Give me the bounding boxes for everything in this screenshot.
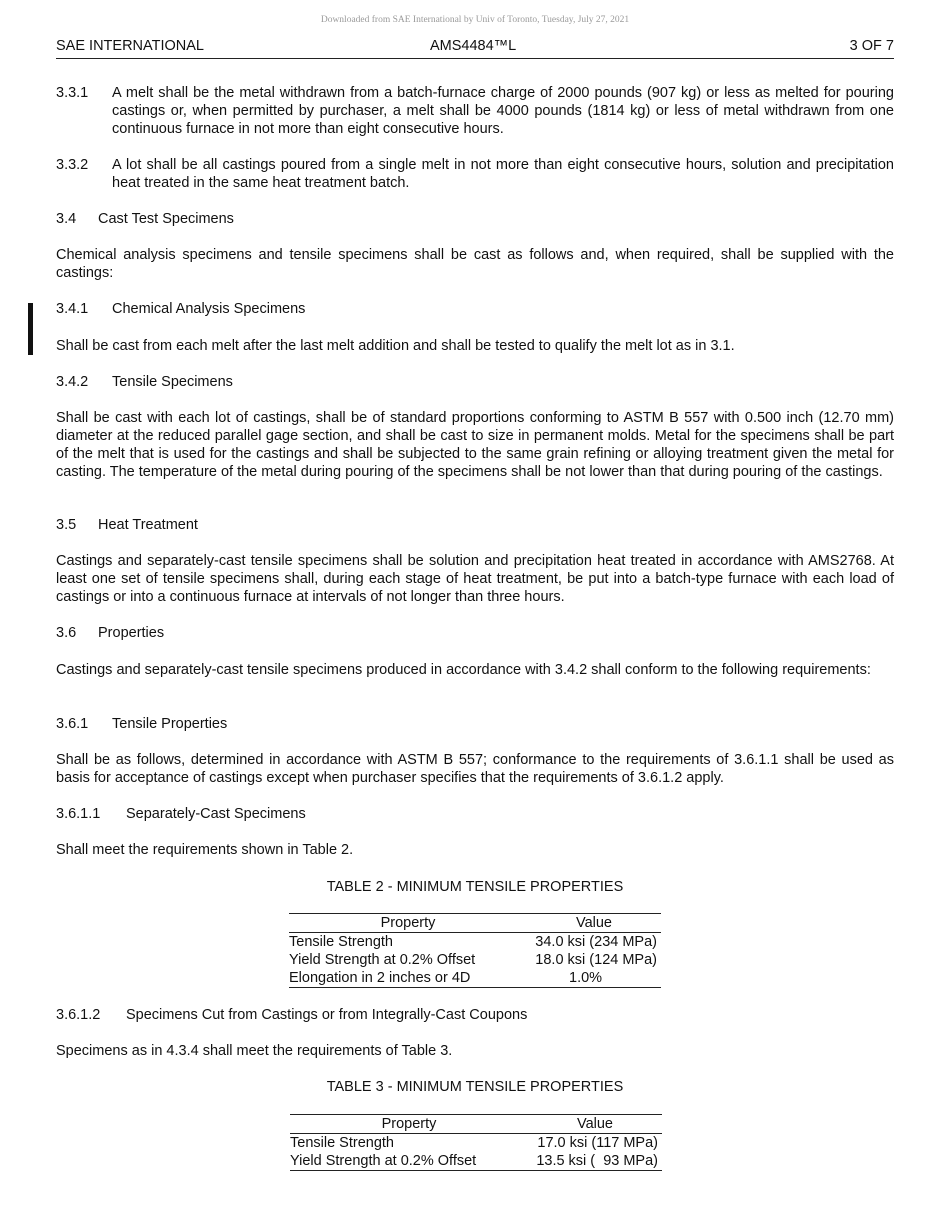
paragraph-3-4-text: Chemical analysis specimens and tensile specimens shall be cast as follows and, when required, shall be supplied with the castings: (56, 247, 894, 281)
heading-number: 3.4.1 (56, 301, 89, 317)
heading-title: Cast Test Specimens (98, 211, 234, 227)
heading-title: Separately-Cast Specimens (126, 806, 306, 822)
paragraph-number: 3.3.1 (56, 85, 89, 101)
heading-number: 3.4.2 (56, 374, 89, 390)
table-row (290, 1152, 662, 1171)
column-header-property: Property (290, 1115, 528, 1134)
header-org: SAE INTERNATIONAL (56, 38, 204, 54)
table-2 (289, 913, 661, 988)
property-cell: Yield Strength at 0.2% Offset (290, 1153, 477, 1169)
column-header-value: Value (527, 914, 661, 933)
header-doc-number: AMS4484™L (430, 38, 517, 54)
paragraph-3-4-2-text: Shall be cast with each lot of castings, shall be of standard proportions conforming to ASTM B 557 with 0.500 inch (12.70 mm) diameter at the reduced parallel gage section, and shall be cast to size in permanent molds. Metal for the specimens shall be part of the melt that is used for the castings and shall be subjected to the same grain refining or alloying treatment given the metal for casting. The temperature of the metal during pouring of the specimens shall be not lower than that during pouring of the castings. (56, 410, 894, 480)
paragraph-3-6-1-text: Shall be as follows, determined in accordance with ASTM B 557; conformance to the requirements of 3.6.1.1 shall be used as basis for acceptance of castings except when purchaser specifies that the requirements of 3.6.1.2 apply. (56, 752, 894, 786)
table-row (290, 1134, 662, 1153)
property-cell: Yield Strength at 0.2% Offset (289, 952, 476, 968)
paragraph-3-4-1-text: Shall be cast from each melt after the last melt addition and shall be tested to qualify the melt lot as in 3.1. (56, 338, 735, 354)
heading-number: 3.5 (56, 517, 77, 533)
column-header-property: Property (289, 914, 527, 933)
table-3-caption: TABLE 3 - MINIMUM TENSILE PROPERTIES (326, 1079, 624, 1095)
heading-3-4-2 (56, 373, 894, 391)
download-watermark: Downloaded from SAE International by Univ of Toronto, Tuesday, July 27, 2021 (320, 15, 630, 25)
heading-title: Specimens Cut from Castings or from Integrally-Cast Coupons (126, 1007, 528, 1023)
heading-3-4-1 (56, 300, 894, 318)
paragraph-3-5-text: Castings and separately-cast tensile specimens shall be solution and precipitation heat treated in accordance with AMS2768. At least one set of tensile specimens shall, during each stage of heat treatment, be put into a batch-type furnace with each load of castings or into a continuous furnace at intervals of not longer than three hours. (56, 553, 894, 605)
table-2-caption: TABLE 2 - MINIMUM TENSILE PROPERTIES (326, 879, 624, 895)
heading-number: 3.6.1.1 (56, 806, 101, 822)
heading-3-6-1-2 (56, 1006, 894, 1024)
heading-3-6 (56, 624, 894, 642)
heading-title: Heat Treatment (98, 517, 198, 533)
heading-number: 3.4 (56, 211, 77, 227)
property-cell: Tensile Strength (289, 934, 393, 950)
heading-number: 3.6.1 (56, 716, 89, 732)
paragraph-number: 3.3.2 (56, 157, 89, 173)
revision-change-bar (28, 303, 33, 355)
value-cell: 1.0% (569, 970, 603, 986)
table-row (289, 951, 661, 969)
table-row (289, 969, 661, 988)
heading-3-6-1 (56, 715, 894, 733)
value-cell: 13.5 ksi ( 93 MPa) (536, 1153, 658, 1169)
table-header-row (289, 914, 661, 933)
value-cell: 18.0 ksi (124 MPa) (535, 952, 657, 968)
paragraph-3-3-2 (56, 156, 894, 192)
heading-title: Tensile Properties (112, 716, 228, 732)
heading-3-6-1-1 (56, 805, 894, 823)
property-cell: Elongation in 2 inches or 4D (289, 970, 471, 986)
page-header (56, 38, 894, 59)
heading-number: 3.6.1.2 (56, 1007, 101, 1023)
heading-title: Chemical Analysis Specimens (112, 301, 306, 317)
column-header-value: Value (528, 1115, 662, 1134)
heading-title: Tensile Specimens (112, 374, 233, 390)
paragraph-text: A lot shall be all castings poured from a single melt in not more than eight consecutive hours, solution and precipitation heat treated in the same heat treatment batch. (112, 157, 894, 191)
table-header-row (290, 1115, 662, 1134)
heading-title: Properties (98, 625, 165, 641)
property-cell: Tensile Strength (290, 1135, 394, 1151)
heading-number: 3.6 (56, 625, 77, 641)
header-page-number: 3 OF 7 (849, 38, 894, 54)
table-3 (290, 1114, 662, 1171)
paragraph-3-6-text: Castings and separately-cast tensile specimens produced in accordance with 3.4.2 shall conform to the following requirements: (56, 662, 871, 678)
paragraph-3-6-1-1-text: Shall meet the requirements shown in Table 2. (56, 842, 354, 858)
value-cell: 34.0 ksi (234 MPa) (535, 934, 657, 950)
heading-3-4 (56, 210, 894, 228)
paragraph-3-3-1 (56, 84, 894, 138)
paragraph-3-6-1-2-text: Specimens as in 4.3.4 shall meet the requirements of Table 3. (56, 1043, 453, 1059)
paragraph-text: A melt shall be the metal withdrawn from a batch-furnace charge of 2000 pounds (907 kg) or less as melted for pouring castings or, when permitted by purchaser, a melt shall be 4000 pounds (1814 kg) or less of metal withdrawn from one continuous furnace in not more than eight consecutive hours. (112, 85, 894, 137)
table-row (289, 933, 661, 952)
heading-3-5 (56, 516, 894, 534)
value-cell: 17.0 ksi (117 MPa) (537, 1135, 658, 1151)
